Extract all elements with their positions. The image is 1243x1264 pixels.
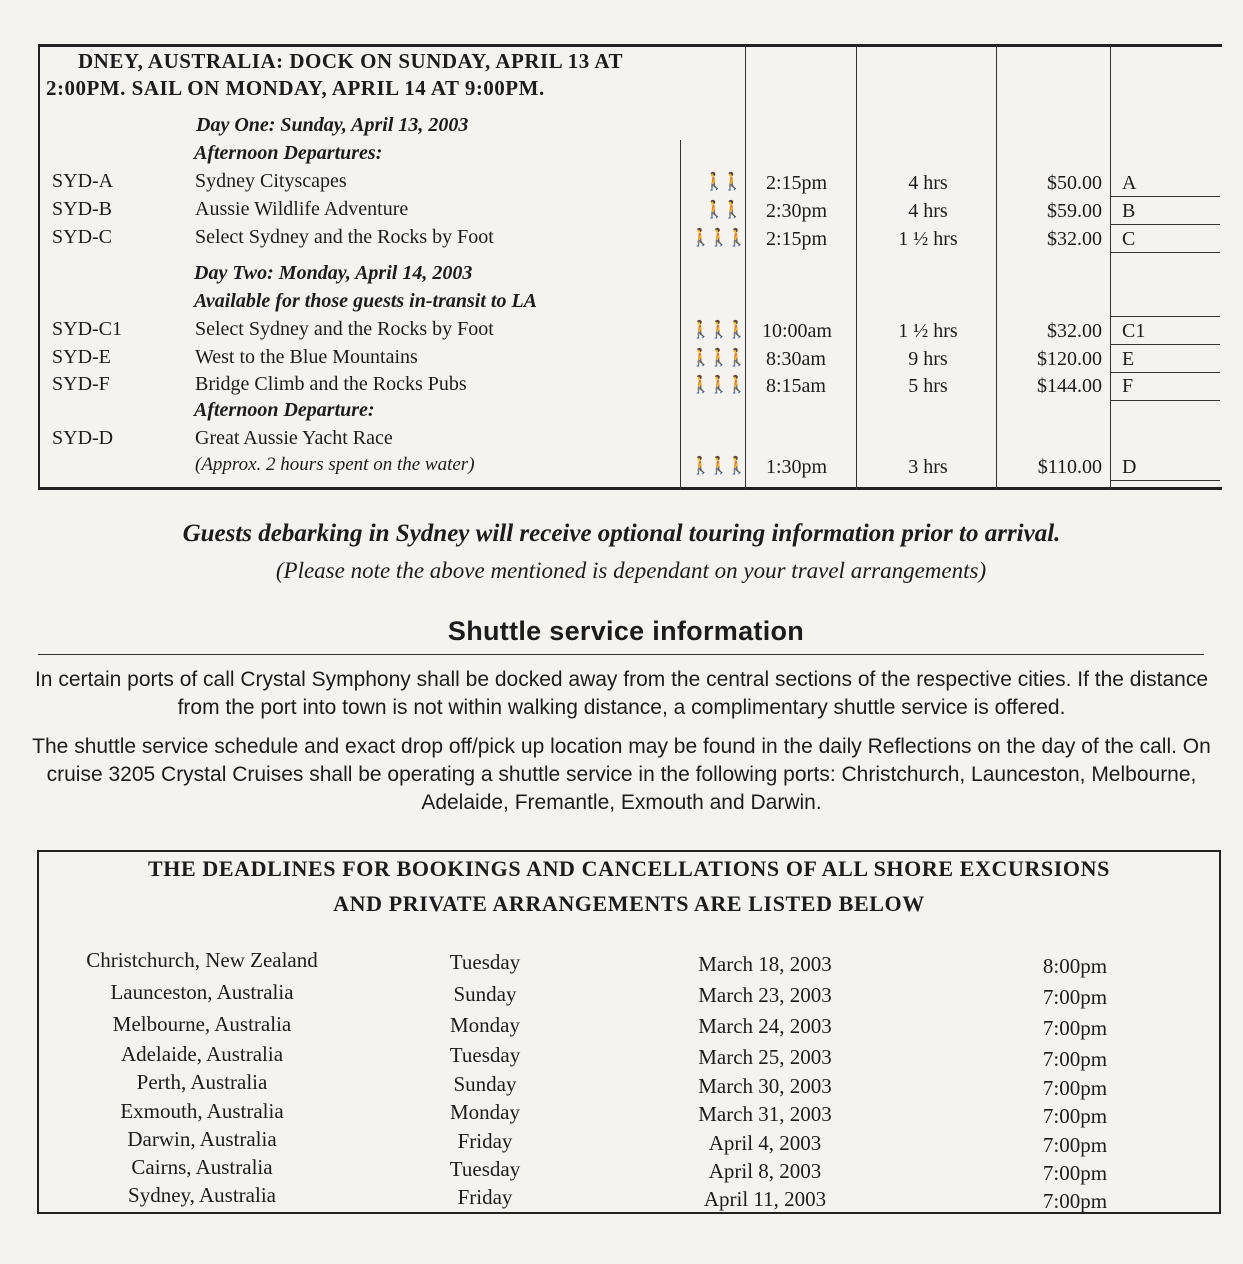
tour-name: Bridge Climb and the Rocks Pubs [195,373,467,395]
shuttle-section-title: Shuttle service information [447,616,805,646]
section-divider [38,654,1204,655]
tour-duration: 5 hrs [908,375,948,397]
activity-level-icon: 🚶🚶 [703,172,740,191]
tour-price: $50.00 [1047,172,1102,194]
tour-duration: 1 ½ hrs [898,228,958,250]
tour-name: Select Sydney and the Rocks by Foot [195,226,494,248]
day-one-title: Day One: Sunday, April 13, 2003 [196,114,469,136]
deadline-date: March 25, 2003 [698,1045,832,1069]
activity-level-icon: 🚶🚶🚶 [690,456,745,475]
tour-code: SYD-B [52,198,113,220]
deadlines-title-line2: AND PRIVATE ARRANGEMENTS ARE LISTED BELOW [333,891,925,916]
tour-name: Aussie Wildlife Adventure [195,198,409,220]
deadline-date: March 23, 2003 [698,983,832,1007]
deadline-port: Adelaide, Australia [120,1042,284,1066]
tour-code: SYD-F [52,373,110,395]
deadline-date: March 24, 2003 [698,1014,832,1038]
afternoon-departure-heading: Afternoon Departure: [194,399,375,421]
deadline-date: March 31, 2003 [698,1102,832,1126]
tour-letter: F [1122,375,1134,397]
deadline-day: Tuesday [449,1043,521,1067]
letter-rule [1110,196,1220,197]
deadlines-title-line1: THE DEADLINES FOR BOOKINGS AND CANCELLATIONS OF ALL SHORE EXCURSIONS [148,856,1110,881]
activity-level-icon: 🚶🚶🚶 [690,320,745,339]
tour-time: 8:15am [766,375,826,397]
activity-level-icon: 🚶🚶🚶 [690,348,745,367]
tour-code: SYD-C [52,226,113,248]
letter-rule [1110,372,1220,373]
debarking-notice: Guests debarking in Sydney will receive optional touring information prior to arrival. [182,520,1061,547]
tour-code: SYD-E [52,346,111,368]
tour-letter: D [1122,456,1137,478]
tour-duration: 4 hrs [908,200,948,222]
tour-price: $110.00 [1037,456,1102,478]
day-one-subtitle: Afternoon Departures: [194,142,383,164]
deadline-time: 7:00pm [1042,1161,1108,1185]
tour-duration: 3 hrs [908,456,948,478]
letter-rule [1110,480,1220,481]
tour-price: $32.00 [1047,320,1102,342]
deadline-time: 7:00pm [1042,1189,1108,1213]
letter-rule [1110,224,1220,225]
deadline-date: March 18, 2003 [698,952,832,976]
activity-level-icon: 🚶🚶🚶 [690,228,745,247]
tour-letter: C1 [1122,320,1146,342]
shuttle-paragraph-1: In certain ports of call Crystal Symphony shall be docked away from the central sections of the respective cities. If the distance from the port into town is not within walking distance, a complimentary shuttle service is offered. [34,668,1209,719]
deadline-day: Sunday [453,1072,517,1096]
tour-duration: 1 ½ hrs [898,320,958,342]
tour-letter: E [1122,348,1135,370]
deadline-port: Perth, Australia [136,1070,268,1094]
letter-rule [1110,344,1220,345]
deadline-day: Tuesday [449,950,521,974]
deadline-time: 8:00pm [1042,954,1108,978]
tour-time: 10:00am [762,320,832,342]
tour-code: SYD-C1 [52,318,123,340]
deadline-date: April 11, 2003 [703,1187,827,1211]
shuttle-paragraph-2: The shuttle service schedule and exact drop off/pick up location may be found in the daily Reflections on the day of the call. On cruise 3205 Crystal Cruises shall be operating a shuttle service in the following ports: Christchurch, Launceston, Melbourne, Adelaide, Fremantle, Exmouth and Darwin. [32,735,1211,814]
letter-rule [1110,400,1220,401]
deadline-port: Cairns, Australia [131,1155,273,1179]
tour-letter: A [1122,172,1137,194]
deadline-port: Launceston, Australia [110,980,294,1004]
column-divider [856,44,857,490]
letter-rule [1110,316,1220,317]
day-two-subtitle: Available for those guests in-transit to LA [194,290,537,312]
tour-time: 2:15pm [766,228,828,250]
tour-price: $32.00 [1047,228,1102,250]
column-divider [996,44,997,490]
port-header-line2: 2:00PM. SAIL ON MONDAY, APRIL 14 AT 9:00PM. [46,76,545,100]
deadline-date: March 30, 2003 [698,1074,832,1098]
tour-duration: 4 hrs [908,172,948,194]
tour-time: 8:30am [766,348,826,370]
deadline-port: Melbourne, Australia [112,1012,292,1036]
deadline-day: Tuesday [449,1157,521,1181]
tour-name: Great Aussie Yacht Race [195,427,393,449]
tour-time: 2:30pm [766,200,828,222]
travel-arrangements-note: (Please note the above mentioned is dependant on your travel arrangements) [275,558,987,583]
letter-rule [1110,252,1220,253]
tour-time: 2:15pm [766,172,828,194]
tour-time: 1:30pm [766,456,828,478]
deadline-date: April 8, 2003 [708,1159,822,1183]
tour-duration: 9 hrs [908,348,948,370]
deadline-port: Christchurch, New Zealand [86,948,318,972]
deadline-port: Darwin, Australia [127,1127,277,1151]
tour-letter: C [1122,228,1136,250]
tour-name: Select Sydney and the Rocks by Foot [195,318,494,340]
column-divider [745,44,746,490]
deadline-time: 7:00pm [1042,1133,1108,1157]
deadline-day: Monday [450,1100,520,1124]
deadline-date: April 4, 2003 [708,1131,822,1155]
tour-letter: B [1122,200,1136,222]
column-divider [680,140,681,490]
deadline-time: 7:00pm [1042,1104,1108,1128]
day-two-title: Day Two: Monday, April 14, 2003 [194,262,473,284]
tour-note: (Approx. 2 hours spent on the water) [195,454,475,475]
deadline-port: Sydney, Australia [128,1183,276,1207]
tour-code: SYD-D [52,427,114,449]
tour-name: Sydney Cityscapes [195,170,347,192]
activity-level-icon: 🚶🚶🚶 [690,375,745,394]
deadline-day: Friday [457,1185,513,1209]
tour-price: $59.00 [1047,200,1102,222]
tour-price: $144.00 [1037,375,1102,397]
deadline-day: Monday [450,1013,520,1037]
tour-code: SYD-A [52,170,114,192]
deadline-time: 7:00pm [1042,1047,1108,1071]
deadline-time: 7:00pm [1042,985,1108,1009]
activity-level-icon: 🚶🚶 [703,200,740,219]
deadline-day: Sunday [453,982,517,1006]
deadline-day: Friday [457,1129,513,1153]
tour-price: $120.00 [1037,348,1102,370]
deadline-time: 7:00pm [1042,1016,1108,1040]
deadline-time: 7:00pm [1042,1076,1108,1100]
deadline-port: Exmouth, Australia [120,1099,284,1123]
tour-name: West to the Blue Mountains [195,346,418,368]
port-header-line1: DNEY, AUSTRALIA: DOCK ON SUNDAY, APRIL 13 AT [78,49,623,73]
column-divider [1110,44,1111,490]
